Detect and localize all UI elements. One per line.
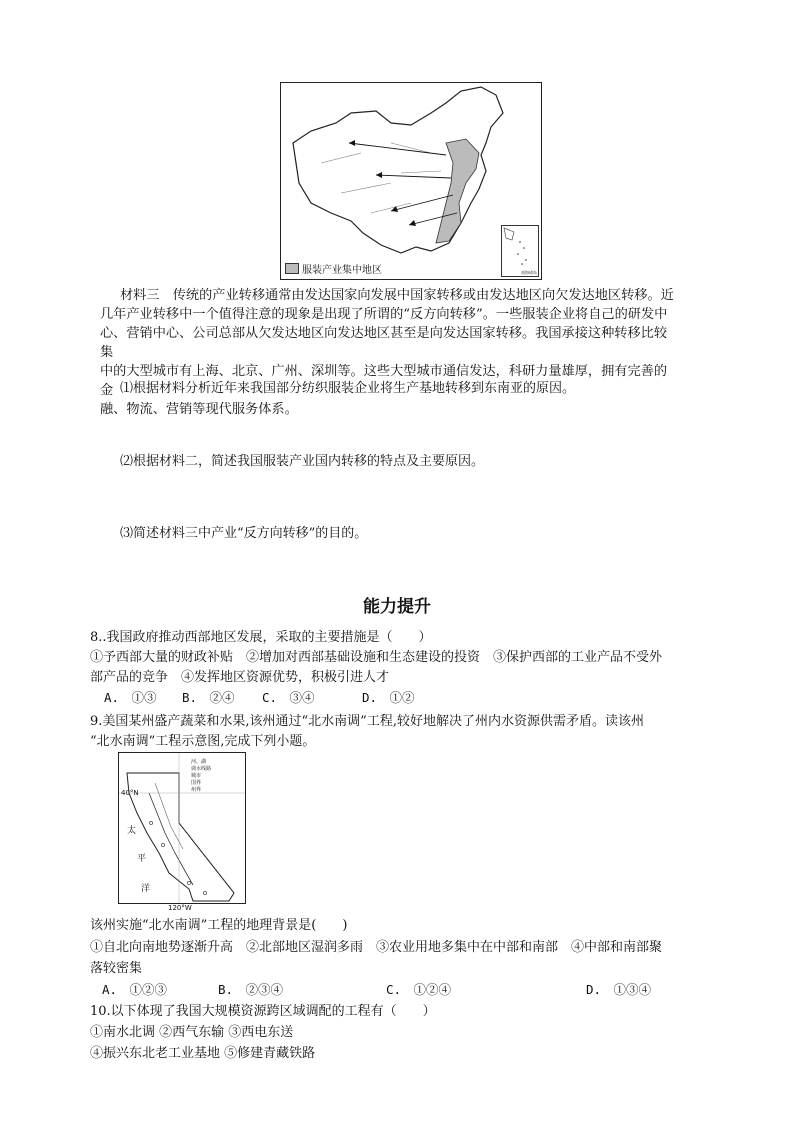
q8-option-c: C. ③④ xyxy=(262,690,315,705)
inset-islands-icon xyxy=(502,226,536,270)
q8-option-d: D. ①② xyxy=(362,690,415,705)
q8-option-b: B. ②④ xyxy=(182,690,235,705)
q9-option-c: C. ①②④ xyxy=(386,982,452,997)
latitude-label: 40°N xyxy=(121,789,139,797)
q8-line-1: ①予西部大量的财政补贴 ②增加对西部基础设施和生态建设的投资 ③保护西部的工业产品不受外 xyxy=(90,650,663,665)
legend-river: 河、湖 xyxy=(191,759,207,765)
longitude-label: 120°W xyxy=(168,904,192,912)
south-china-sea-inset xyxy=(501,225,539,277)
material3-line-1: 材料三 传统的产业转移通常由发达国家向发展中国家转移或由发达地区向欠发达地区转移。近 xyxy=(120,288,674,303)
material3-line-4: 中的大型城市有上海、北京、广州、深圳等。这些大型城市通信发达，科研力量雄厚，拥有完善的金 xyxy=(100,364,668,398)
q9-stem-2: “北水南调”工程示意图,完成下列小题。 xyxy=(90,734,316,749)
legend-national-border: 国界 xyxy=(191,780,202,786)
map-legend xyxy=(285,261,382,276)
california-outline-icon xyxy=(119,753,245,903)
ocean-label-3: 洋 xyxy=(141,884,151,894)
q10-line-1: ①南水北调 ②西气东输 ③西电东送 xyxy=(90,1025,294,1040)
legend-swatch-icon xyxy=(285,263,299,274)
ocean-label-2: 平 xyxy=(137,854,147,864)
material3-line-5: 融、物流、营销等现代服务体系。 xyxy=(100,402,298,417)
legend-state-border: 州界 xyxy=(191,787,202,793)
china-industry-map xyxy=(280,82,542,280)
q10-stem: 10.以下体现了我国大规模资源跨区域调配的工程有（ ） xyxy=(90,1004,436,1019)
q9-option-b: B. ②③④ xyxy=(218,982,284,997)
question-1: ⑴根据材料分析近年来我国部分纺织服装企业将生产基地转移到东南亚的原因。 xyxy=(120,381,576,396)
material3-line-2: 几年产业转移中一个值得注意的现象是出现了所谓的“反方向转移”。一些服装企业将自己的研发中 xyxy=(100,307,668,322)
q8-option-a: A. ①③ xyxy=(104,690,157,705)
q10-line-2: ④振兴东北老工业基地 ⑤修建青藏铁路 xyxy=(90,1046,316,1061)
q9-line-1: ①自北向南地势逐渐升高 ②北部地区湿润多雨 ③农业用地多集中在中部和南部 ④中部和南部聚 xyxy=(90,940,663,955)
q9-option-d: D. ①③④ xyxy=(586,982,652,997)
q9-sub-question: 该州实施“北水南调”工程的地理背景是( ) xyxy=(90,918,348,933)
water-diversion-map xyxy=(118,752,246,904)
legend-label: 服装产业集中地区 xyxy=(302,265,382,276)
question-3: ⑶简述材料三中产业“反方向转移”的目的。 xyxy=(120,526,368,541)
section-title: 能力提升 xyxy=(363,597,431,617)
inset-caption: 南海诸岛 xyxy=(521,270,537,275)
ocean-label-1: 太 xyxy=(127,826,137,836)
q9-line-2: 落较密集 xyxy=(90,961,143,976)
q9-option-a: A. ①②③ xyxy=(102,982,168,997)
legend-city: 城市 xyxy=(191,773,202,779)
q8-stem: 8..我国政府推动西部地区发展，采取的主要措施是（ ） xyxy=(90,630,432,645)
material3-paragraph xyxy=(100,286,678,419)
legend-route: 调水线路 xyxy=(191,766,212,772)
material3-line-3: 心、营销中心、公司总部从欠发达地区向发达地区甚至是向发达国家转移。我国承接这种转移比较集 xyxy=(100,326,668,360)
q8-line-2: 部产品的竞争 ④发挥地区资源优势，积极引进人才 xyxy=(90,670,390,685)
map2-legend xyxy=(191,759,211,794)
q9-stem-1: 9.美国某州盛产蔬菜和水果,该州通过“北水南调”工程,较好地解决了州内水资源供需矛盾。读该州 xyxy=(90,714,644,729)
question-2: ⑵根据材料二，简述我国服装产业国内转移的特点及主要原因。 xyxy=(120,454,485,469)
